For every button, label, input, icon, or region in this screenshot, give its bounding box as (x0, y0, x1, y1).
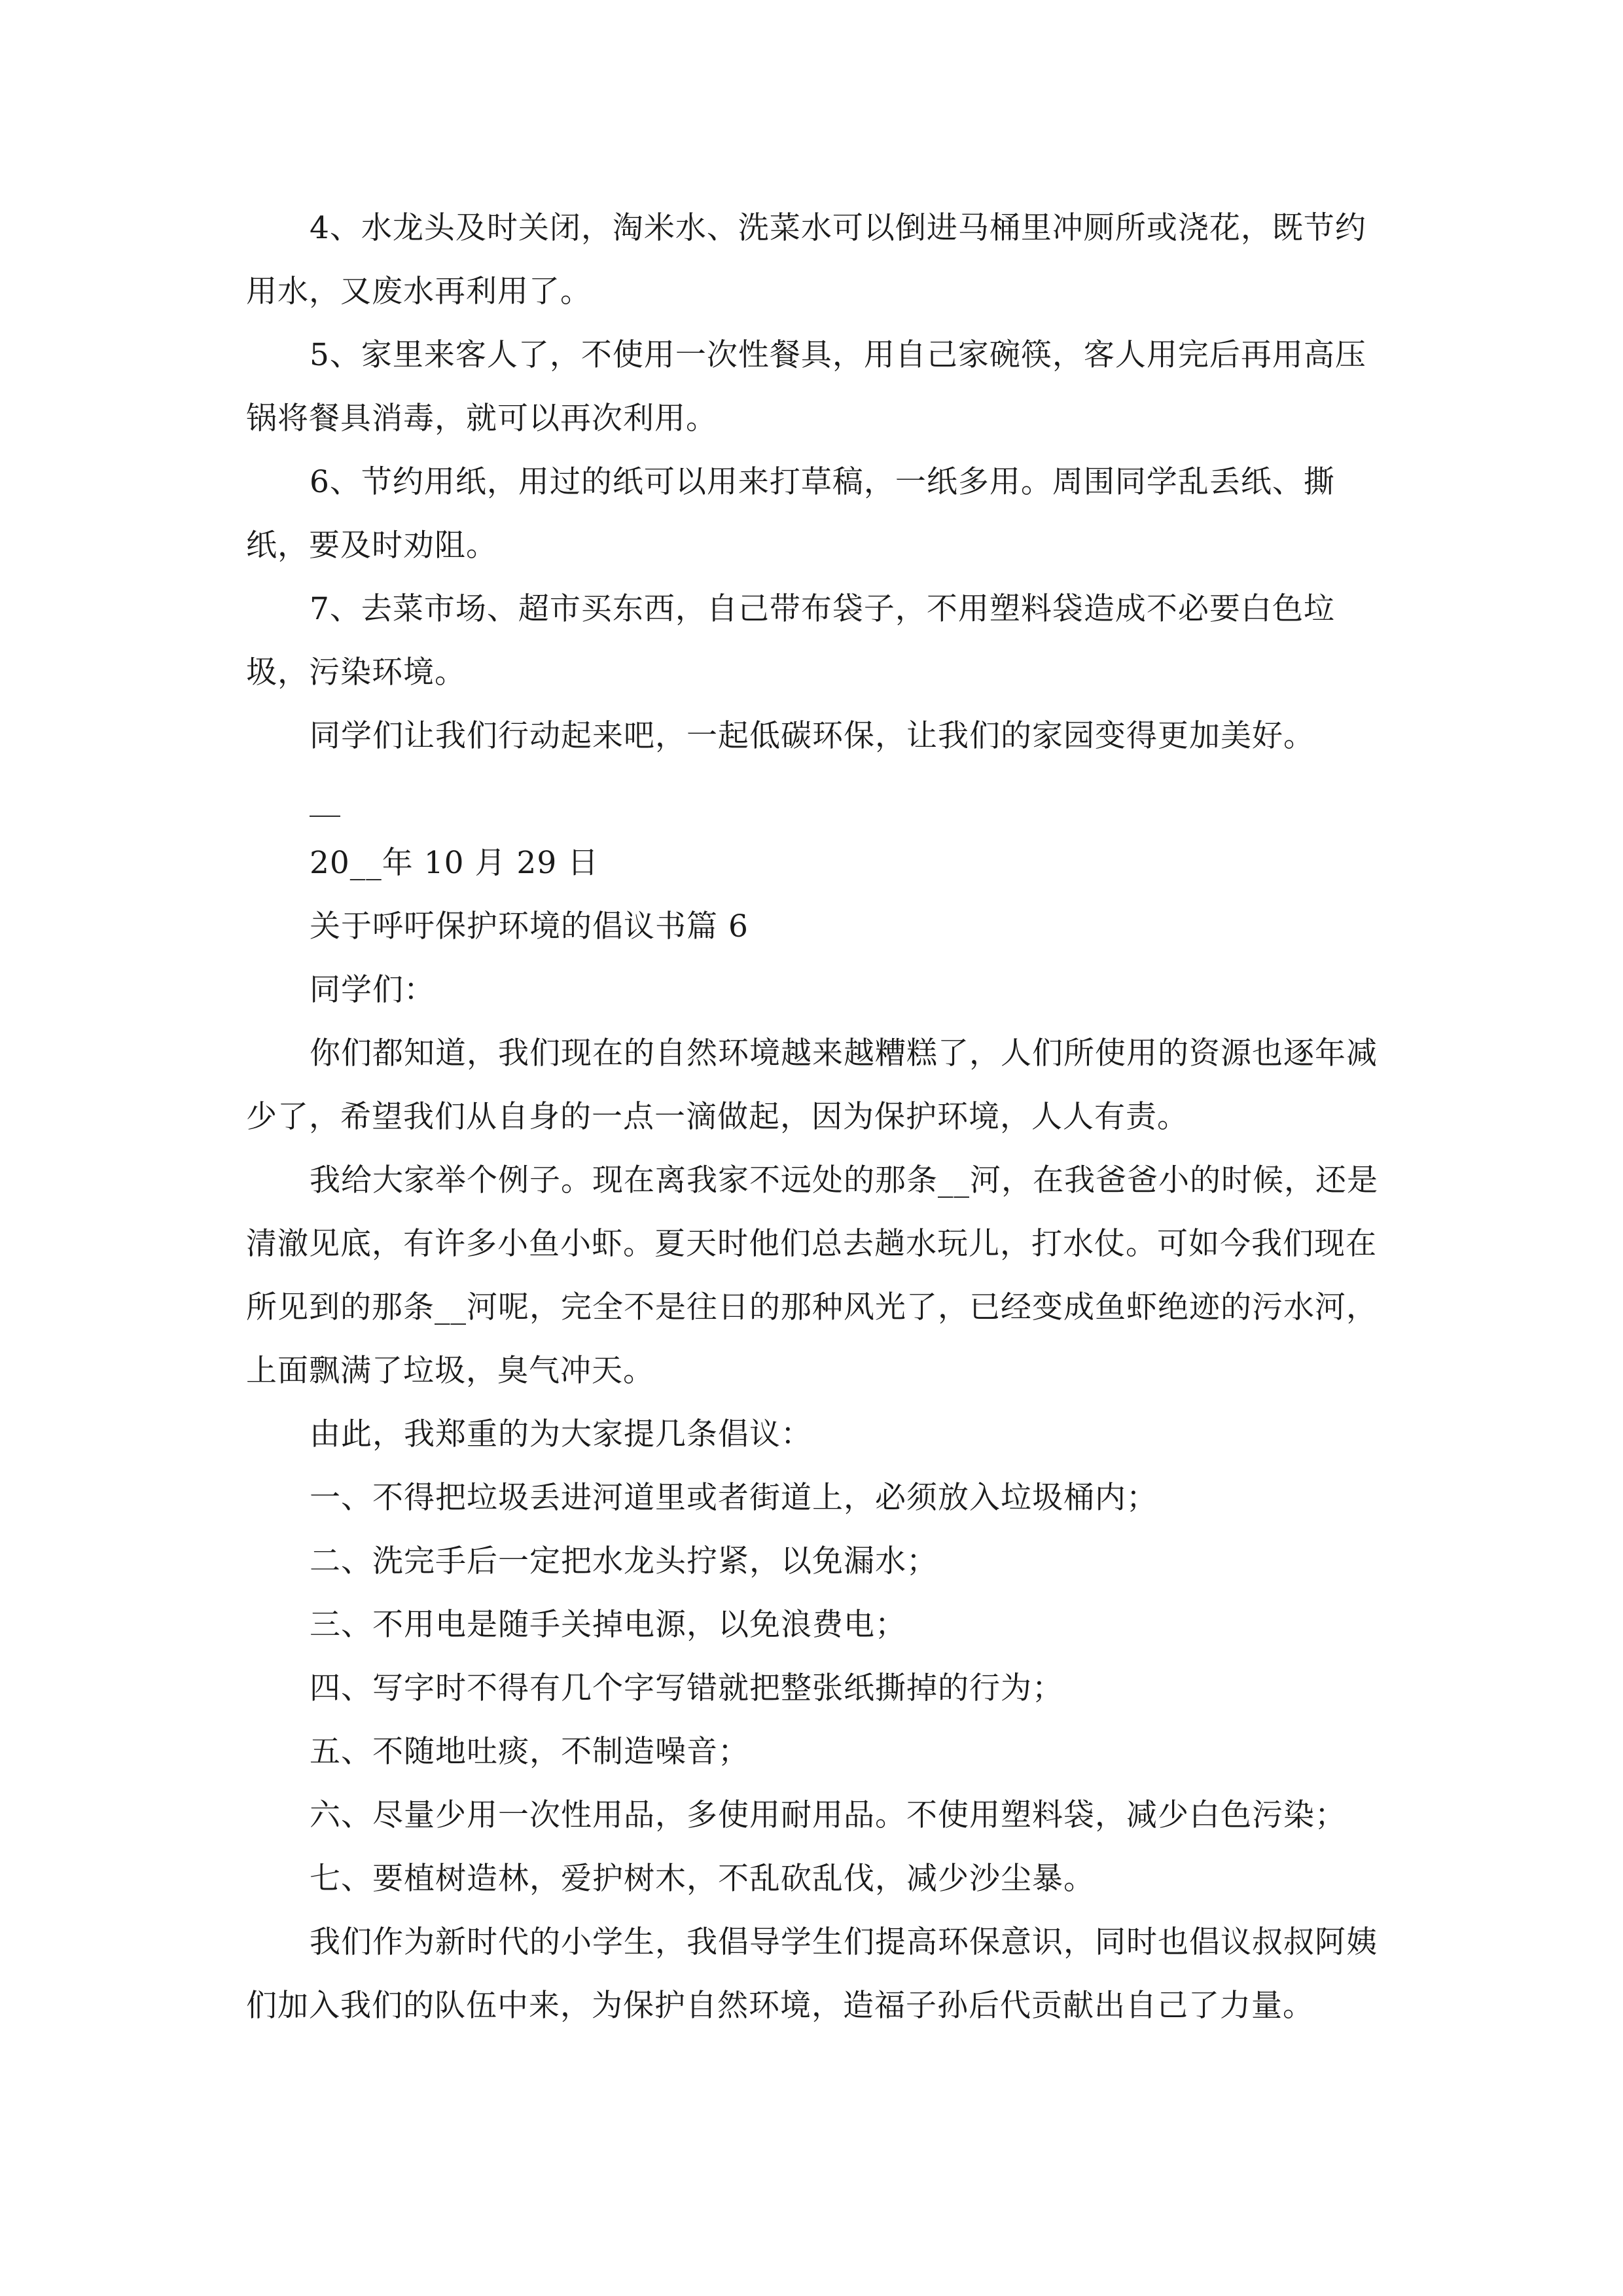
body-paragraph-proposal-lead: 由此，我郑重的为大家提几条倡议： (310, 1416, 812, 1452)
proposal-item: 五、不随地吐痰，不制造噪音； (310, 1734, 749, 1770)
document-body (246, 196, 1378, 2037)
date-line: 20__年 10 月 29 日 (310, 845, 599, 881)
paragraph-item-4: 4、水龙头及时关闭，淘米水、洗菜水可以倒进马桶里冲厕所或浇花，既节约用水，又废水再利用了。 (246, 210, 1366, 310)
paragraph-item-7: 7、去菜市场、超市买东西，自己带布袋子，不用塑料袋造成不必要白色垃圾，污染环境。 (246, 591, 1335, 691)
signature-dash: __ (310, 781, 340, 817)
proposal-item: 三、不用电是随手关掉电源，以免浪费电； (310, 1607, 906, 1643)
proposal-item: 一、不得把垃圾丢进河道里或者街道上，必须放入垃圾桶内； (310, 1480, 1158, 1516)
body-paragraph-intro: 你们都知道，我们现在的自然环境越来越糟糕了，人们所使用的资源也逐年减少了，希望我们从自身的一点一滴做起，因为保护环境，人人有责。 (246, 1035, 1378, 1135)
proposal-item: 六、尽量少用一次性用品，多使用耐用品。不使用塑料袋，减少白色污染； (310, 1797, 1346, 1833)
body-paragraph-example: 我给大家举个例子。现在离我家不远处的那条__河，在我爸爸小的时候，还是清澈见底，有许多小鱼小虾。夏天时他们总去趟水玩儿，打水仗。可如今我们现在所见到的那条__河呢，完全不是往日的那种风光了，已经变成鱼虾绝迹的污水河，上面飘满了垃圾，臭气冲天。 (246, 1162, 1378, 1389)
paragraph-item-6: 6、节约用纸，用过的纸可以用来打草稿，一纸多用。周围同学乱丢纸、撕纸，要及时劝阻。 (246, 464, 1335, 564)
proposal-item: 二、洗完手后一定把水龙头拧紧，以免漏水； (310, 1543, 938, 1579)
closing-paragraph: 我们作为新时代的小学生，我倡导学生们提高环保意识，同时也倡议叔叔阿姨们加入我们的队伍中来，为保护自然环境，造福子孙后代贡献出自己了力量。 (246, 1924, 1378, 2024)
proposal-item: 七、要植树造林，爱护树木，不乱砍乱伐，减少沙尘暴。 (310, 1861, 1095, 1897)
paragraph-call-to-action: 同学们让我们行动起来吧，一起低碳环保，让我们的家园变得更加美好。 (310, 718, 1315, 754)
proposal-item: 四、写字时不得有几个字写错就把整张纸撕掉的行为； (310, 1670, 1063, 1706)
paragraph-item-5: 5、家里来客人了，不使用一次性餐具，用自己家碗筷，客人用完后再用高压锅将餐具消毒，就可以再次利用。 (246, 337, 1366, 437)
greeting: 同学们： (310, 972, 435, 1008)
section-title: 关于呼吁保护环境的倡议书篇 6 (310, 908, 749, 944)
